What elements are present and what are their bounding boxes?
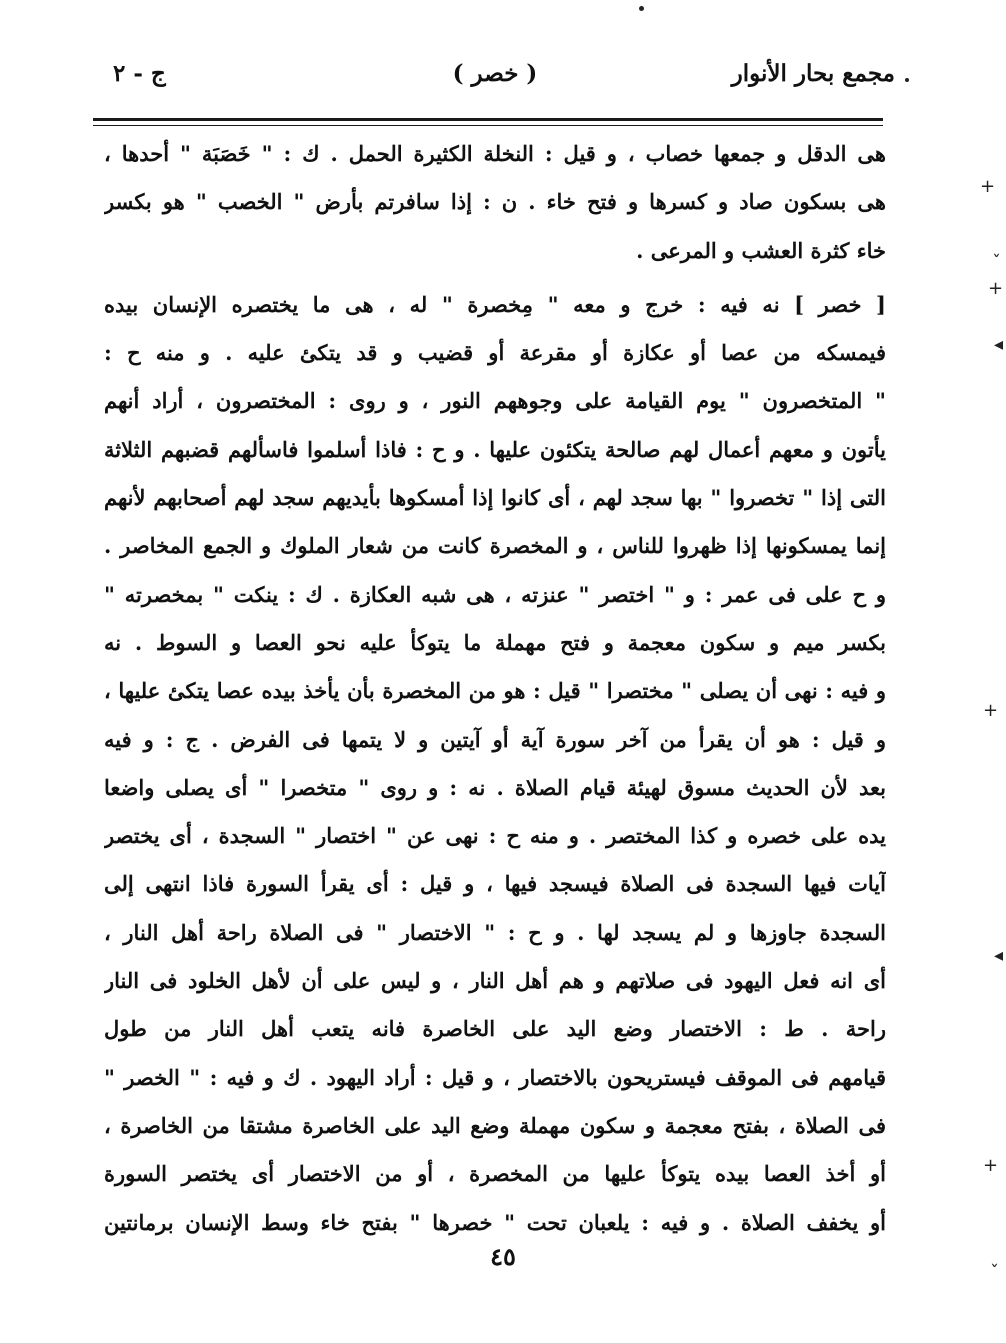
text-line: التى إذا " تخصروا " بها سجد لهم ، أى كانوا إذا أمسكوها بأيديهم سجد لهم أصحابهم لأنهم <box>104 485 886 511</box>
text-line: هى الدقل و جمعها خصاب ، و قيل : النخلة الكثيرة الحمل . ك : " خَصَبَة " أحدها ، <box>104 141 886 166</box>
text-line: هى بسكون صاد و كسرها و فتح خاء . ن : إذا سافرتم بأرض " الخصب " هو بكسر <box>104 189 886 215</box>
text-line: يده على خصره و كذا المختصر . و منه ح : نهى عن " اختصار " السجدة ، أى يختصر <box>104 823 886 849</box>
margin-crosshair: + <box>988 278 1004 299</box>
entry-title: ( خصر ) <box>452 60 538 87</box>
text-line: أو يخفف الصلاة . و فيه : يلعبان تحت " خصرها " بفتح خاء وسط الإنسان برمانتين <box>104 1209 886 1235</box>
header-rule-thick <box>93 118 883 121</box>
text-line: فيمسكه من عصا أو عكازة أو مقرعة أو قضيب و قد يتكئ عليه . و منه ح : <box>104 340 886 366</box>
running-header <box>95 58 895 98</box>
scan-speck <box>905 78 909 82</box>
page-number: ٤٥ <box>490 1242 516 1271</box>
margin-crosshair: + <box>980 176 996 197</box>
text-line: [ خصر ] نه فيه : خرج و معه " مِخصرة " له ، هى ما يختصره الإنسان بيده <box>104 291 886 317</box>
margin-crosshair: + <box>983 1155 999 1176</box>
margin-tick: ˇ <box>990 1262 999 1283</box>
margin-crosshair: + <box>983 700 999 721</box>
body-text <box>104 130 886 1247</box>
margin-tick: ◂ <box>994 334 1004 355</box>
text-line: آيات فيها السجدة فى الصلاة فيسجد فيها ، و قيل : أى يقرأ السورة فاذا انتهى إلى <box>104 871 886 897</box>
text-line: أى انه فعل اليهود فى صلاتهم و هم أهل النار ، و ليس على أن لأهل الخلود فى النار <box>104 968 886 994</box>
text-line: و قيل : هو أن يقرأ من آخر سورة آية أو آيتين و لا يتمها فى الفرض . ج : و فيه <box>104 726 886 752</box>
volume-number: ج - ٢ <box>113 60 166 87</box>
margin-tick: ˇ <box>992 252 1001 273</box>
text-line: و فيه : نهى أن يصلى " مختصرا " قيل : هو من المخصرة بأن يأخذ بيده عصا يتكئ عليها ، <box>104 678 886 704</box>
header-rule-thin <box>93 125 883 126</box>
margin-tick: ◂ <box>994 945 1004 966</box>
text-line: خاء كثرة العشب و المرعى . <box>636 237 886 263</box>
text-line: بكسر ميم و سكون معجمة و فتح مهملة ما يتوكأ عليه نحو العصا و السوط . نه <box>104 629 886 655</box>
text-line: " المتخصرون " يوم القيامة على وجوههم النور ، و روى : المختصرون ، أراد أنهم <box>104 388 886 414</box>
text-line: بعد لأن الحديث مسوق لهيئة قيام الصلاة . نه : و روى " متخصرا " أى يصلى واضعا <box>104 774 886 800</box>
text-line: راحة . ط : الاختصار وضع اليد على الخاصرة فانه يتعب أهل النار من طول <box>104 1016 886 1042</box>
text-line: و ح على فى عمر : و " اختصر " عنزته ، هى شبه العكازة . ك : ينكت " بمخصرته " <box>104 581 886 607</box>
book-title: مجمع بحار الأنوار <box>731 60 895 87</box>
text-line: إنما يمسكونها إذا ظهروا للناس ، و المخصرة كانت من شعار الملوك و الجمع المخاصر . <box>104 533 886 559</box>
text-line: يأتون و معهم أعمال لهم صالحة يتكئون عليها . و ح : فاذا أسلموا فاسألهم قضبهم الثلاثة <box>104 436 886 462</box>
scan-speck <box>639 6 644 11</box>
text-line: قيامهم فى الموقف فيستريحون بالاختصار ، و قيل : أراد اليهود . ك و فيه : " الخصر " <box>104 1064 886 1090</box>
text-line: فى الصلاة ، بفتح معجمة و سكون مهملة وضع اليد على الخاصرة مشتقا من الخاصرة ، <box>104 1112 886 1138</box>
text-line: أو أخذ العصا بيده يتوكأ عليها من المخصرة ، أو من الاختصار أى يختصر السورة <box>104 1161 886 1187</box>
text-line: السجدة جاوزها و لم يسجد لها . و ح : " الاختصار " فى الصلاة راحة أهل النار ، <box>104 919 886 945</box>
